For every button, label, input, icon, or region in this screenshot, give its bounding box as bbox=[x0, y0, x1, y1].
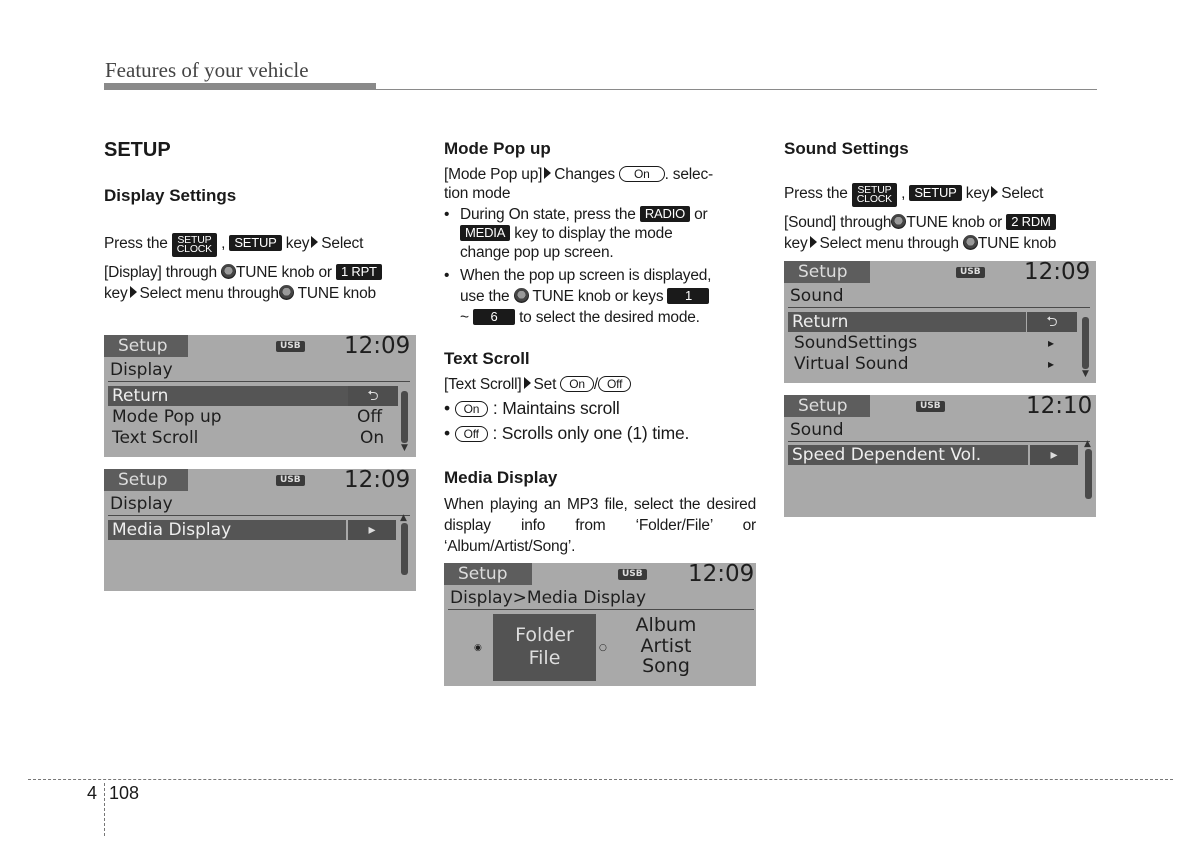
rdm-key: 2 RDM bbox=[1006, 214, 1055, 230]
chevron-right-icon[interactable]: ▸ bbox=[348, 520, 396, 540]
screen-breadcrumb: Display bbox=[110, 494, 173, 514]
tune-knob-icon bbox=[891, 214, 906, 229]
media-display-heading: Media Display bbox=[444, 468, 558, 487]
preset-key-6: 6 bbox=[473, 309, 515, 325]
screen-tab-setup: Setup bbox=[104, 335, 188, 357]
media-key: MEDIA bbox=[460, 225, 510, 241]
radio-key: RADIO bbox=[640, 206, 690, 222]
scrollbar[interactable] bbox=[1082, 317, 1089, 369]
mode-pop-up-value: Off bbox=[357, 407, 383, 427]
chevron-right-icon: ▸ bbox=[1048, 336, 1055, 350]
scrollbar[interactable] bbox=[1085, 449, 1092, 499]
sound-settings-screen bbox=[784, 261, 1096, 383]
header-rule-thin bbox=[376, 89, 1097, 90]
usb-badge: USB bbox=[916, 401, 945, 412]
preset-key-1: 1 bbox=[667, 288, 709, 304]
menu-item-return[interactable]: Return bbox=[788, 312, 1026, 332]
arrow-right-icon bbox=[311, 236, 318, 248]
clock: 12:09 bbox=[344, 335, 411, 359]
scroll-down-icon: ▼ bbox=[401, 443, 408, 453]
scroll-down-icon: ▼ bbox=[1082, 369, 1089, 379]
text-scroll-heading: Text Scroll bbox=[444, 349, 530, 368]
breadcrumb-rule bbox=[788, 307, 1090, 308]
tune-knob-icon bbox=[221, 264, 236, 279]
option-album-artist-song[interactable]: Album Artist Song bbox=[635, 614, 697, 677]
menu-item-return[interactable]: Return bbox=[108, 386, 348, 406]
scroll-up-icon: ▲ bbox=[400, 513, 407, 523]
radio-selected-icon[interactable]: ◉ bbox=[474, 643, 482, 653]
clock: 12:09 bbox=[1024, 261, 1091, 285]
text-scroll-value: On bbox=[360, 428, 385, 448]
scroll-up-icon: ▲ bbox=[1084, 439, 1091, 449]
usb-badge: USB bbox=[956, 267, 985, 278]
footer-dashed-rule bbox=[28, 779, 1173, 780]
text-scroll-text: [Text Scroll] Set On / Off • On : Maintains scroll • Off : Scrolls only one (1) time. bbox=[444, 376, 690, 443]
chevron-right-icon[interactable]: ▸ bbox=[1030, 445, 1078, 465]
breadcrumb-rule bbox=[448, 609, 754, 610]
on-pill: On bbox=[560, 376, 594, 392]
display-settings-instructions: Press the SETUP CLOCK , SETUP key Select [Display] through TUNE knob or 1 RPT key Select menu through TUNE knob bbox=[104, 233, 424, 304]
footer-dashed-divider bbox=[104, 783, 105, 836]
usb-badge: USB bbox=[276, 475, 305, 486]
arrow-right-icon bbox=[810, 236, 817, 248]
clock: 12:10 bbox=[1026, 395, 1093, 419]
arrow-right-icon bbox=[991, 186, 998, 198]
menu-item-media-display[interactable]: Media Display bbox=[108, 520, 346, 540]
display-settings-heading: Display Settings bbox=[104, 186, 237, 205]
mode-bullet-2: • When the pop up screen is displayed, use the TUNE knob or keys 1 ~ 6 to select the desired mode. bbox=[444, 265, 756, 328]
section-number: 4 bbox=[87, 783, 98, 803]
speed-dependent-screen bbox=[784, 395, 1096, 517]
tune-knob-icon bbox=[514, 288, 529, 303]
radio-unselected-icon[interactable]: ○ bbox=[599, 643, 607, 653]
chevron-right-icon: ▸ bbox=[1048, 357, 1055, 371]
screen-tab-setup: Setup bbox=[784, 395, 870, 417]
breadcrumb-rule bbox=[108, 515, 410, 516]
on-pill: On bbox=[455, 401, 489, 417]
setup-clock-key: SETUP CLOCK bbox=[852, 183, 897, 207]
screen-tab-setup: Setup bbox=[444, 563, 532, 585]
section-title: SETUP bbox=[104, 139, 171, 161]
mode-pop-up-heading: Mode Pop up bbox=[444, 139, 551, 158]
menu-item-text-scroll[interactable]: Text Scroll bbox=[112, 428, 199, 448]
display-media-screen bbox=[104, 469, 416, 591]
usb-badge: USB bbox=[276, 341, 305, 352]
page-header-title: Features of your vehicle bbox=[105, 58, 309, 82]
page-number: 108 bbox=[109, 783, 140, 803]
screen-breadcrumb: Display bbox=[110, 360, 173, 380]
screen-breadcrumb: Sound bbox=[790, 286, 844, 306]
header-rule-thick bbox=[104, 83, 376, 90]
usb-badge: USB bbox=[618, 569, 647, 580]
sound-settings-instructions: Press the SETUP CLOCK , SETUP key Select [Sound] through TUNE knob or 2 RDM key Select menu through TUNE knob bbox=[784, 184, 1057, 252]
clock: 12:09 bbox=[688, 563, 755, 587]
menu-item-speed-dependent-vol[interactable]: Speed Dependent Vol. bbox=[788, 445, 1028, 465]
breadcrumb-rule bbox=[108, 381, 410, 382]
return-icon[interactable]: ⮌ bbox=[1027, 312, 1077, 332]
screen-breadcrumb: Sound bbox=[790, 420, 844, 440]
mode-bullet-1: • During On state, press the RADIO or MEDIA key to display the mode change pop up screen. bbox=[444, 204, 756, 263]
breadcrumb-rule bbox=[788, 441, 1090, 442]
media-display-screen bbox=[444, 563, 756, 686]
setup-key: SETUP bbox=[909, 185, 961, 201]
screen-breadcrumb: Display>Media Display bbox=[450, 588, 647, 608]
scrollbar[interactable] bbox=[401, 523, 408, 575]
return-icon[interactable]: ⮌ bbox=[348, 386, 398, 406]
arrow-right-icon bbox=[544, 167, 551, 179]
screen-tab-setup: Setup bbox=[784, 261, 870, 283]
menu-item-virtual-sound[interactable]: Virtual Sound bbox=[794, 354, 909, 374]
setup-clock-key: SETUP CLOCK bbox=[172, 233, 217, 257]
menu-item-sound-settings[interactable]: SoundSettings bbox=[794, 333, 918, 353]
option-folder-file[interactable]: Folder File bbox=[493, 614, 596, 681]
on-pill: On bbox=[619, 166, 665, 182]
setup-key: SETUP bbox=[229, 235, 281, 251]
screen-tab-setup: Setup bbox=[104, 469, 188, 491]
menu-item-mode-pop-up[interactable]: Mode Pop up bbox=[112, 407, 222, 427]
tune-knob-icon bbox=[279, 285, 294, 300]
off-pill: Off bbox=[455, 426, 488, 442]
scrollbar[interactable] bbox=[401, 391, 408, 443]
arrow-right-icon bbox=[130, 286, 137, 298]
arrow-right-icon bbox=[524, 377, 531, 389]
media-display-text: When playing an MP3 file, select the desired display info from ‘Folder/File’ or ‘Album/Artist/Song’. bbox=[444, 496, 756, 555]
off-pill: Off bbox=[598, 376, 631, 392]
rpt-key: 1 RPT bbox=[336, 264, 382, 280]
sound-settings-heading: Sound Settings bbox=[784, 139, 909, 158]
tune-knob-icon bbox=[963, 235, 978, 250]
display-settings-screen bbox=[104, 335, 416, 457]
clock: 12:09 bbox=[344, 469, 411, 493]
mode-pop-up-text: [Mode Pop up] Changes On . selec- tion mode • During On state, press the RADIO or MEDIA key to display the mode change pop up screen. • When the pop up screen is displayed, use the TUNE knob or keys 1 ~ 6 to select the desired mode. bbox=[444, 164, 756, 328]
